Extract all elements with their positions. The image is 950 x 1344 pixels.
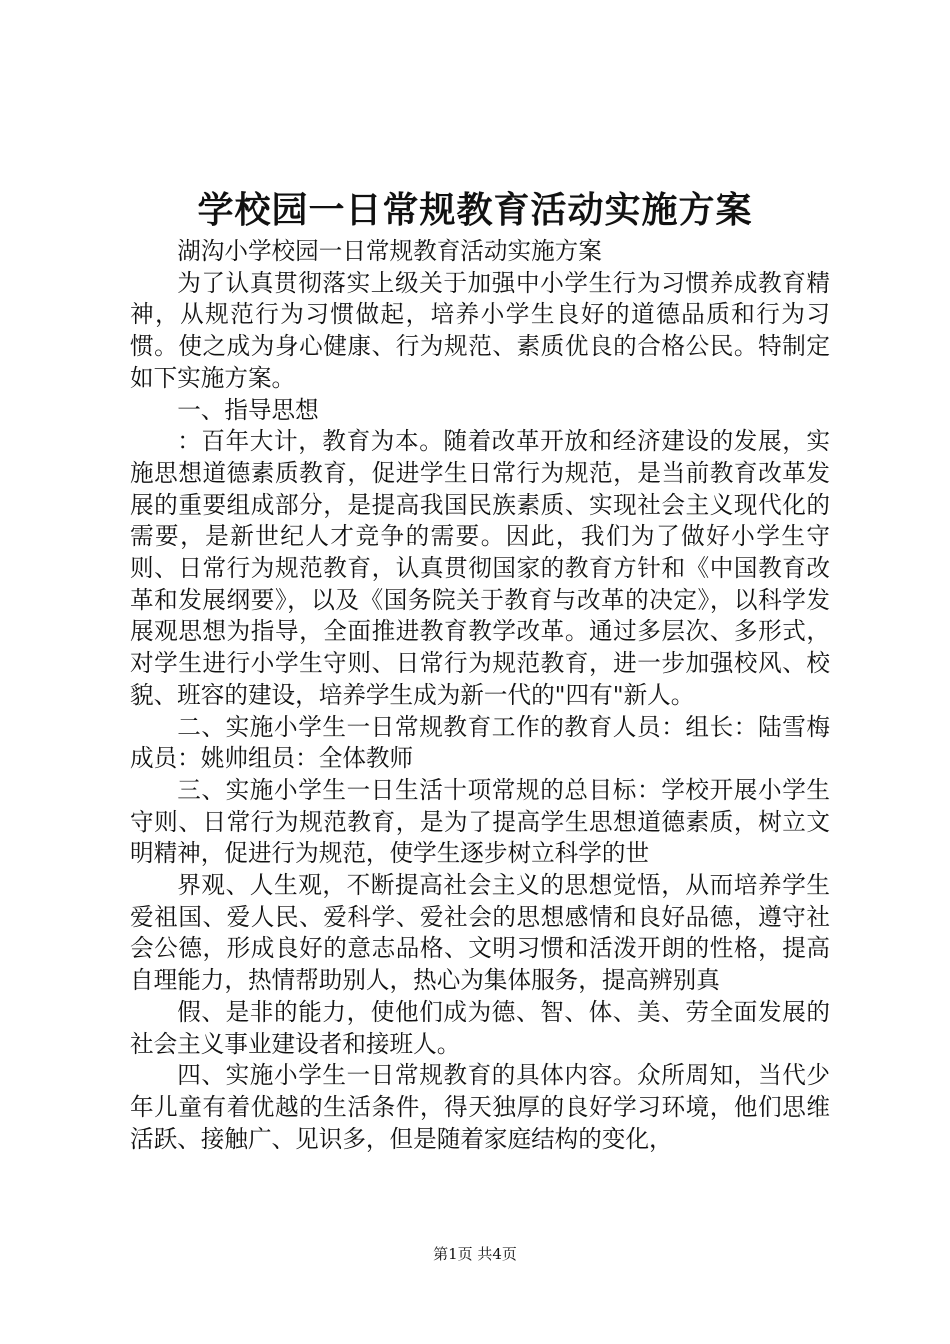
paragraph-school-heading: 湖沟小学校园一日常规教育活动实施方案 <box>177 237 602 265</box>
paragraph-education-staff: 二、实施小学生一日常规教育工作的教育人员：组长：陆雪梅成员：姚帅组员：全体教师 <box>130 712 830 773</box>
document-body <box>130 236 830 1155</box>
page-number-footer: 第1页 共4页 <box>433 1245 517 1263</box>
document-title: 学校园一日常规教育活动实施方案 <box>197 189 753 231</box>
paragraph-guiding-ideology: ：百年大计，教育为本。随着改革开放和经济建设的发展，实施思想道德素质教育，促进学生日常行为规范，是当前教育改革发展的重要组成部分，是提高我国民族素质、实现社会主义现代化的需要，是新世纪人才竞争的需要。因此，我们为了做好小学生守则、日常行为规范教育，认真贯彻国家的教育方针和《中国教育改革和发展纲要》，以及《国务院关于教育与改革的决定》，以科学发展观思想为指导，全面推进教育教学改革。通过多层次、多形式，对学生进行小学生守则、日常行为规范教育，进一步加强校风、校貌、班容的建设，培养学生成为新一代的"四有"新人。 <box>130 427 830 709</box>
paragraph-general-goal: 三、实施小学生一日生活十项常规的总目标：学校开展小学生守则、日常行为规范教育，是为了提高学生思想道德素质，树立文明精神，促进行为规范，使学生逐步树立科学的世 <box>130 775 830 868</box>
paragraph-general-goal-end: 假、是非的能力，使他们成为德、智、体、美、劳全面发展的社会主义事业建设者和接班人。 <box>130 997 830 1058</box>
paragraph-specific-content: 四、实施小学生一日常规教育的具体内容。众所周知，当代少年儿童有着优越的生活条件，得天独厚的良好学习环境，他们思维活跃、接触广、见识多，但是随着家庭结构的变化， <box>130 1061 830 1153</box>
section-heading-guiding-ideology: 一、指导思想 <box>177 395 319 424</box>
paragraph-general-goal-continued: 界观、人生观，不断提高社会主义的思想觉悟，从而培养学生爱祖国、爱人民、爱科学、爱社会的思想感情和良好品德，遵守社会公德，形成良好的意志品格、文明习惯和活泼开朗的性格，提高自理能力，热情帮助别人，热心为集体服务，提高辨别真 <box>130 871 830 995</box>
paragraph-intro: 为了认真贯彻落实上级关于加强中小学生行为习惯养成教育精神，从规范行为习惯做起，培养小学生良好的道德品质和行为习惯。使之成为身心健康、行为规范、素质优良的合格公民。特制定如下实施方案。 <box>130 268 830 392</box>
